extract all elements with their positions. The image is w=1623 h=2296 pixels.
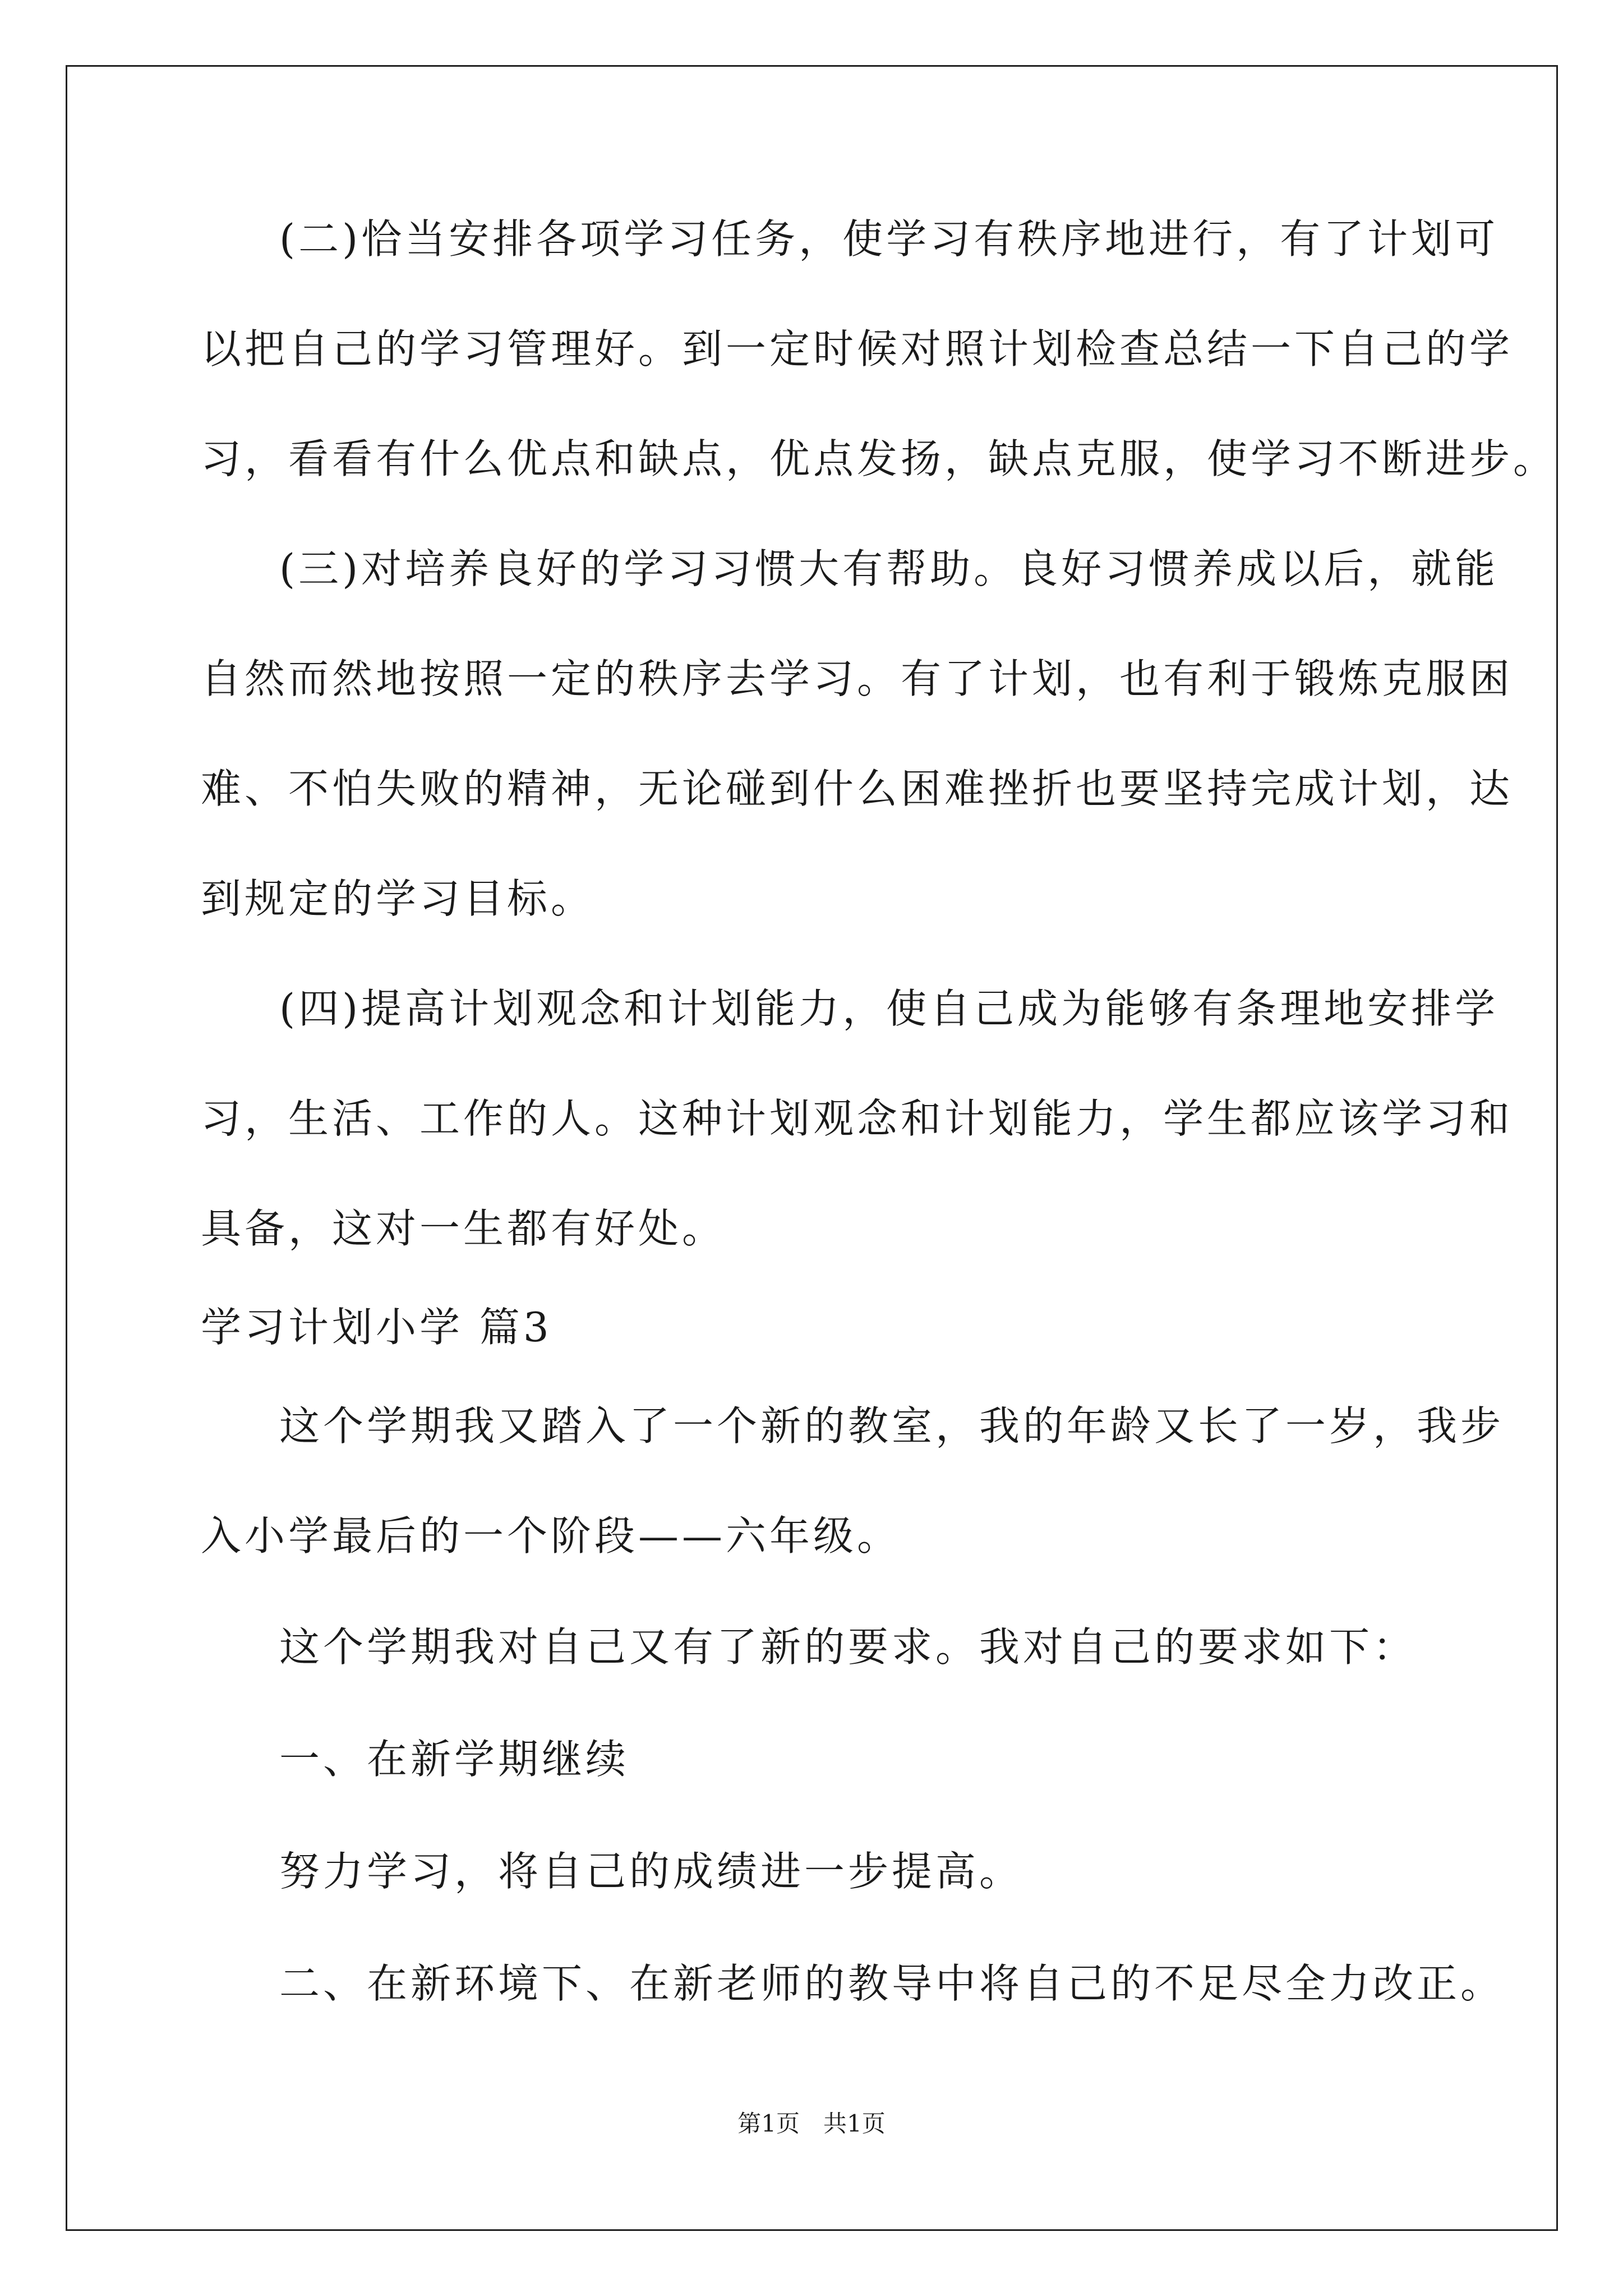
paragraph-line: (三)对培养良好的学习习惯大有帮助。良好习惯养成以后，就能 — [279, 545, 1499, 592]
paragraph-line: 具备，这对一生都有好处。 — [201, 1205, 726, 1252]
paragraph-line: 二、在新环境下、在新老师的教导中将自己的不足尽全力改正。 — [279, 1960, 1505, 2007]
paragraph-line: 这个学期我对自己又有了新的要求。我对自己的要求如下： — [279, 1623, 1417, 1671]
paragraph-line: 习，生活、工作的人。这种计划观念和计划能力，学生都应该学习和 — [201, 1095, 1514, 1142]
paragraph-line: 入小学最后的一个阶段——六年级。 — [201, 1512, 901, 1559]
paragraph-line: (二)恰当安排各项学习任务，使学习有秩序地进行，有了计划可 — [279, 215, 1499, 263]
paragraph-line: 以把自己的学习管理好。到一定时候对照计划检查总结一下自己的学 — [201, 325, 1514, 372]
paragraph-line: 到规定的学习目标。 — [201, 875, 595, 922]
paragraph-line: 这个学期我又踏入了一个新的教室，我的年龄又长了一岁，我步 — [279, 1402, 1505, 1450]
section-heading: 学习计划小学 篇3 — [201, 1304, 552, 1351]
page-border — [66, 65, 1558, 2231]
paragraph-line: 习，看看有什么优点和缺点，优点发扬，缺点克服，使学习不断进步。 — [201, 435, 1557, 482]
paragraph-line: 自然而然地按照一定的秩序去学习。有了计划，也有利于锻炼克服困 — [201, 655, 1514, 702]
paragraph-line: 努力学习，将自己的成绩进一步提高。 — [279, 1848, 1023, 1895]
paragraph-line: 难、不怕失败的精神，无论碰到什么困难挫折也要坚持完成计划，达 — [201, 765, 1514, 812]
paragraph-line: (四)提高计划观念和计划能力，使自己成为能够有条理地安排学 — [279, 985, 1499, 1032]
paragraph-line: 一、在新学期继续 — [279, 1736, 630, 1783]
page-footer: 第1页 共1页 — [737, 2110, 886, 2137]
